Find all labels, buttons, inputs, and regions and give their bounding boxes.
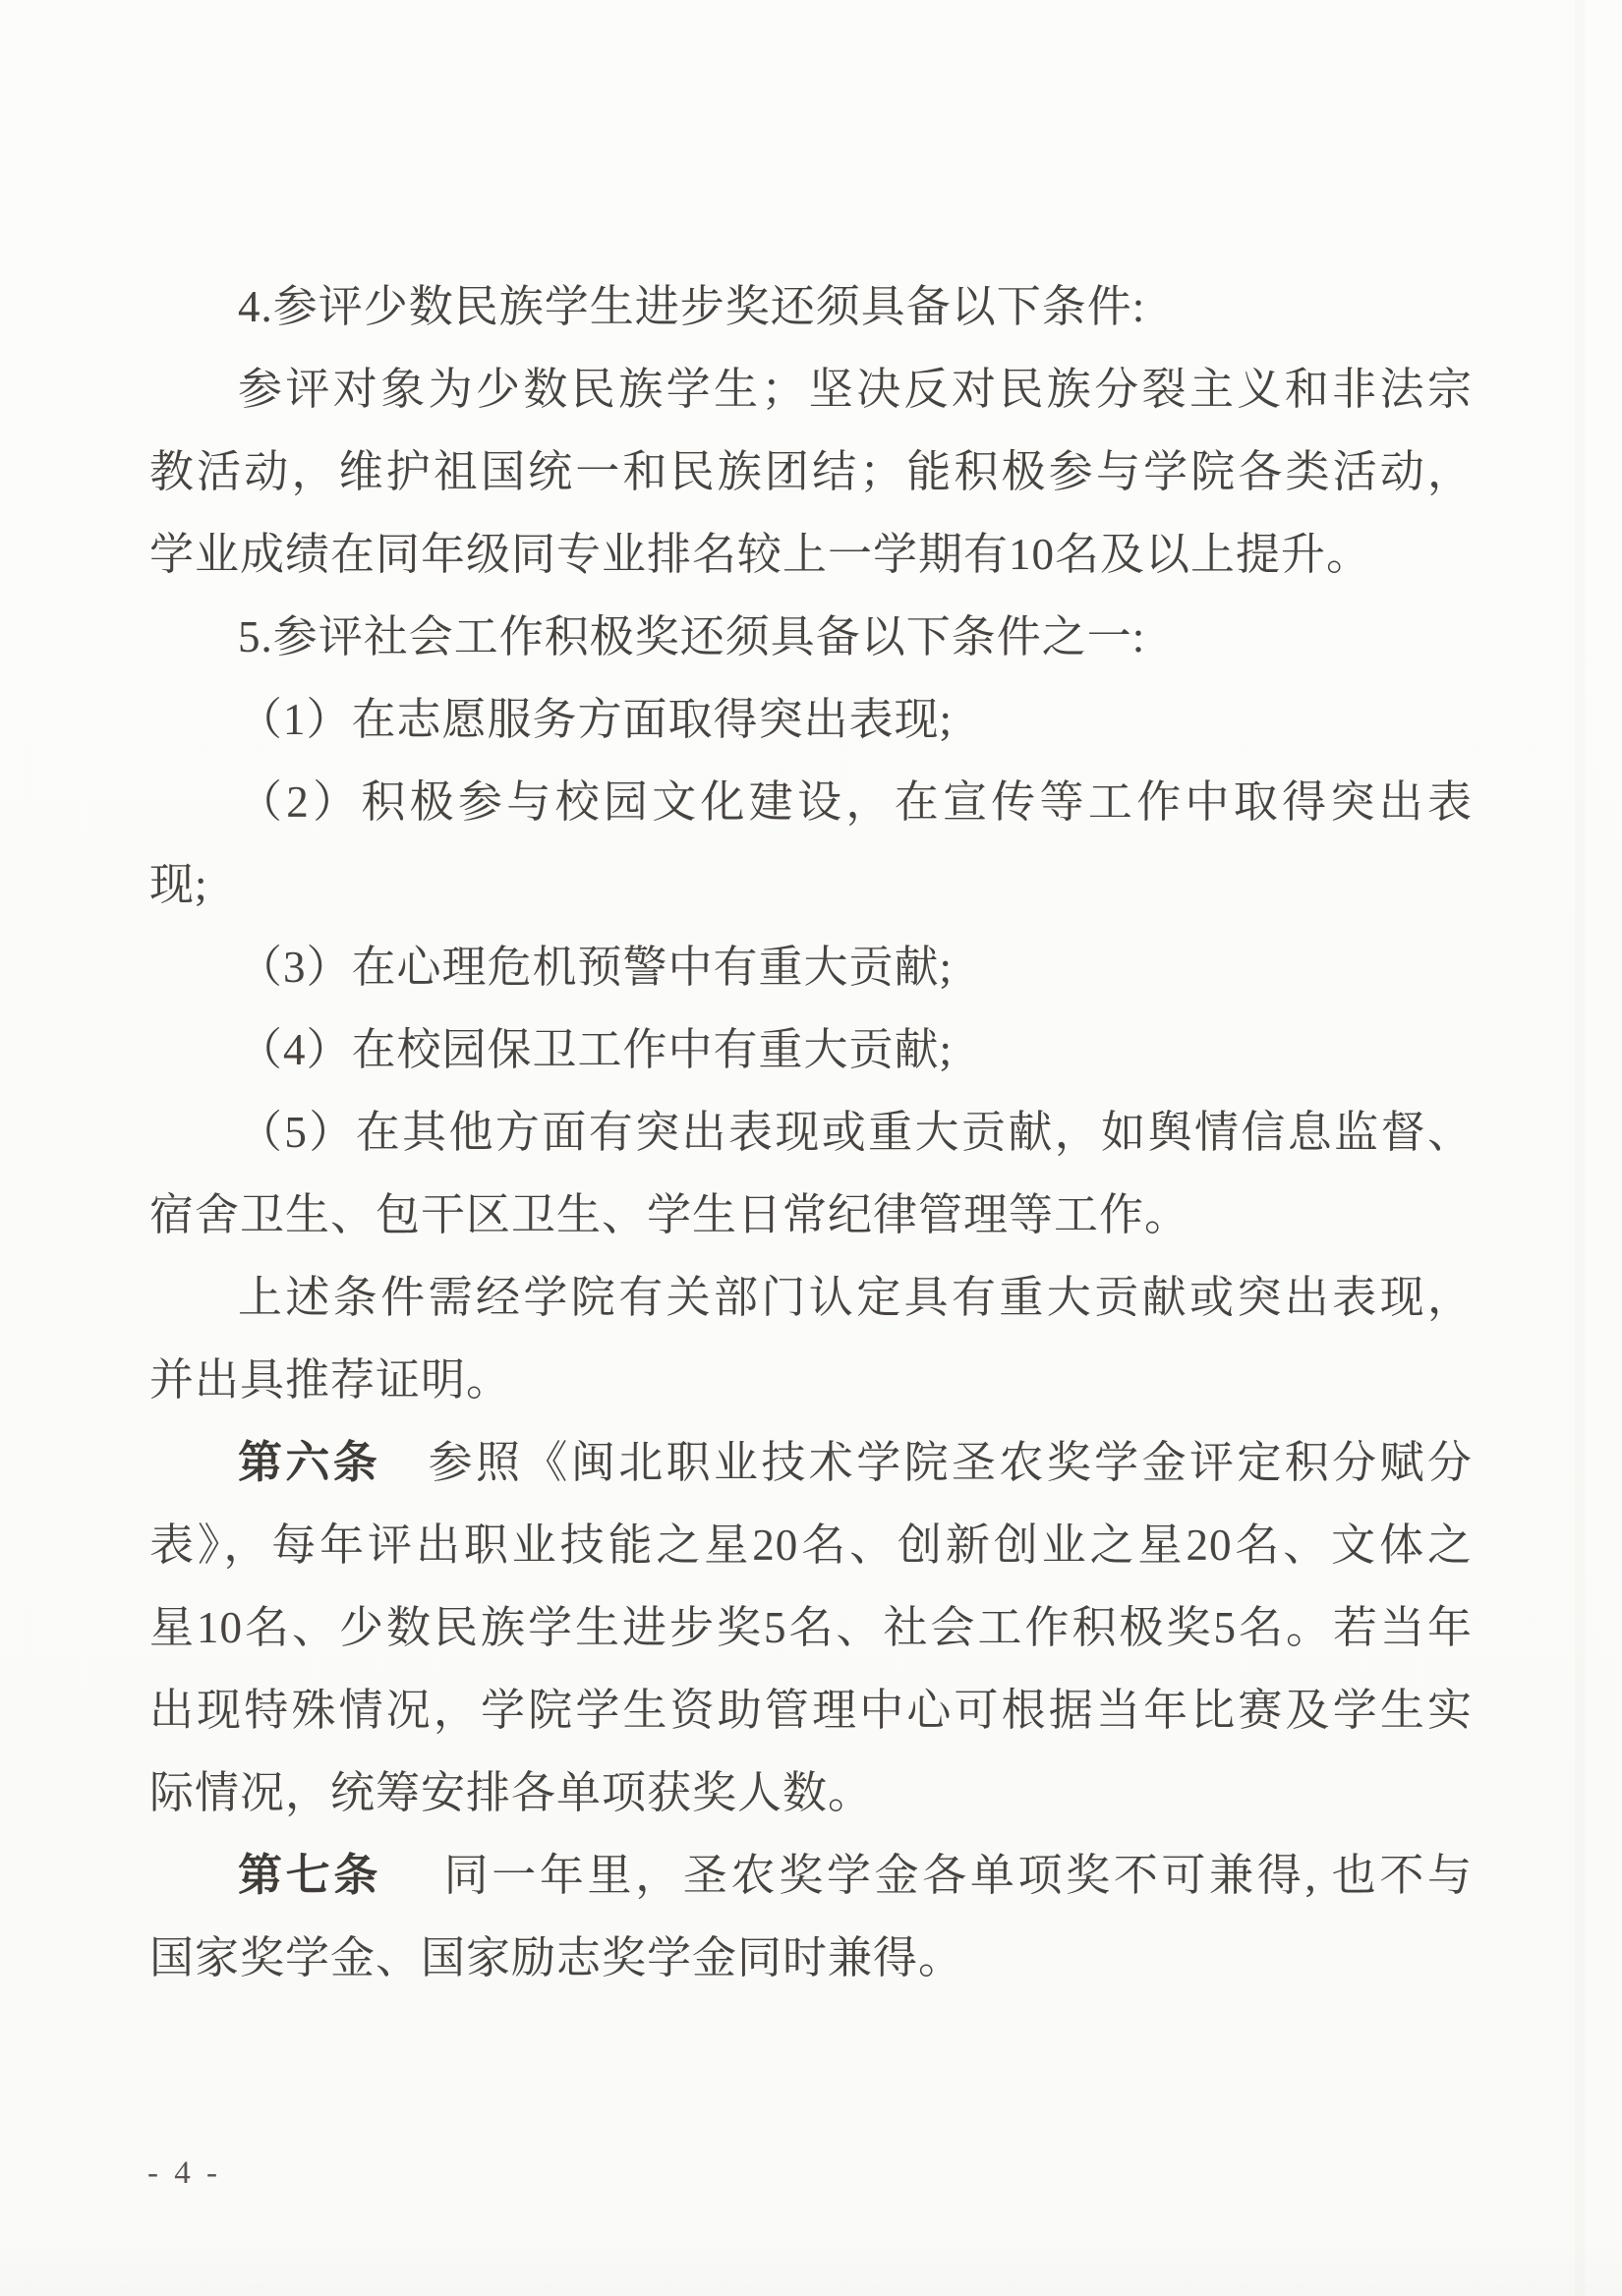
text-segment: 4.参评少数民族学生进步奖还须具备以下条件: — [238, 282, 1146, 331]
text-line — [149, 843, 1473, 926]
text-line — [149, 1504, 1473, 1586]
text-segment: 星10名、少数民族学生进步奖5名、社会工作积极奖5名。若当年 — [149, 1603, 1473, 1652]
text-line — [149, 1917, 1473, 1999]
text-line — [149, 513, 1473, 596]
text-segment: 宿舍卫生、包干区卫生、学生日常纪律管理等工作。 — [149, 1190, 1190, 1239]
document-lines — [149, 265, 1473, 1999]
text-line — [149, 265, 1473, 348]
text-line — [149, 1669, 1473, 1751]
text-line — [149, 1256, 1473, 1339]
text-segment: 上述条件需经学院有关部门认定具有重大贡献或突出表现， — [238, 1273, 1473, 1322]
text-line — [149, 1421, 1473, 1504]
text-segment: 教活动，维护祖国统一和民族团结；能积极参与学院各类活动， — [149, 447, 1473, 496]
page-number: - 4 - — [147, 2155, 221, 2191]
text-line — [149, 348, 1473, 430]
text-line — [149, 1586, 1473, 1669]
text-segment: 5.参评社会工作积极奖还须具备以下条件之一: — [238, 612, 1146, 661]
text-line — [149, 596, 1473, 678]
scan-shade-artifact — [0, 2237, 1622, 2296]
text-line — [149, 761, 1473, 843]
text-line — [149, 430, 1473, 513]
text-line — [149, 1174, 1473, 1256]
text-line — [149, 678, 1473, 761]
text-line — [149, 926, 1473, 1008]
text-segment: 学业成绩在同年级同专业排名较上一学期有10名及以上提升。 — [149, 530, 1372, 579]
text-line — [149, 1091, 1473, 1174]
scan-edge-artifact — [1575, 0, 1585, 2296]
article-heading: 第七条 — [238, 1851, 381, 1900]
text-segment: 际情况，统筹安排各单项获奖人数。 — [149, 1768, 874, 1817]
text-segment: 出现特殊情况，学院学生资助管理中心可根据当年比赛及学生实 — [149, 1686, 1473, 1735]
text-segment: （2）积极参与校园文化建设，在宣传等工作中取得突出表 — [238, 777, 1473, 827]
text-segment: 同一年里，圣农奖学金各单项奖不可兼得, 也不与 — [381, 1851, 1473, 1900]
text-segment: 表》，每年评出职业技能之星20名、创新创业之星20名、文体之 — [149, 1521, 1473, 1570]
text-segment: （1）在志愿服务方面取得突出表现; — [238, 695, 954, 744]
text-segment: 并出具推荐证明。 — [149, 1355, 512, 1405]
text-line — [149, 1008, 1473, 1091]
text-line — [149, 1834, 1473, 1917]
text-segment: 现; — [149, 860, 208, 909]
text-segment: （4）在校园保卫工作中有重大贡献; — [238, 1025, 954, 1074]
text-line — [149, 1751, 1473, 1834]
text-segment: 参照《闽北职业技术学院圣农奖学金评定积分赋分 — [380, 1438, 1473, 1487]
text-segment: （3）在心理危机预警中有重大贡献; — [238, 943, 954, 992]
article-heading: 第六条 — [238, 1438, 381, 1487]
text-segment: 参评对象为少数民族学生；坚决反对民族分裂主义和非法宗 — [238, 365, 1473, 414]
text-line — [149, 1339, 1473, 1421]
text-segment: 国家奖学金、国家励志奖学金同时兼得。 — [149, 1933, 964, 1982]
text-segment: （5）在其他方面有突出表现或重大贡献，如舆情信息监督、 — [238, 1108, 1473, 1157]
